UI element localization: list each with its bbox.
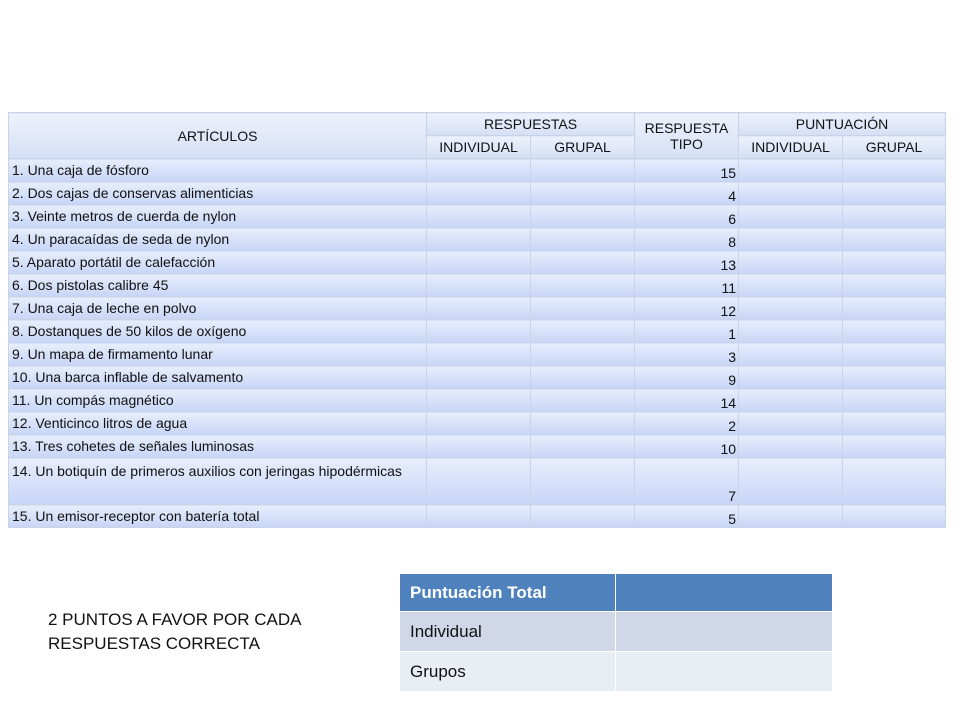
respuesta-grupal-cell[interactable] [531, 458, 635, 505]
puntuacion-grupal-cell[interactable] [843, 366, 946, 389]
puntuacion-individual-cell[interactable] [739, 435, 843, 458]
puntuacion-grupal-cell[interactable] [843, 412, 946, 435]
respuesta-grupal-cell[interactable] [531, 159, 635, 182]
puntuacion-individual-cell[interactable] [739, 159, 843, 182]
respuesta-grupal-cell[interactable] [531, 505, 635, 528]
puntuacion-individual-cell[interactable] [739, 274, 843, 297]
score-title-value [616, 574, 833, 612]
respuesta-grupal-cell[interactable] [531, 366, 635, 389]
respuesta-tipo-cell: 6 [635, 205, 739, 228]
respuesta-tipo-cell: 3 [635, 343, 739, 366]
puntuacion-grupal-cell[interactable] [843, 320, 946, 343]
item-cell: 8. Dostanques de 50 kilos de oxígeno [9, 320, 427, 343]
puntuacion-grupal-cell[interactable] [843, 182, 946, 205]
item-cell: 15. Un emisor-receptor con batería total [9, 505, 427, 528]
table-row [9, 159, 946, 182]
respuesta-grupal-cell[interactable] [531, 343, 635, 366]
table-row [9, 251, 946, 274]
respuesta-individual-cell[interactable] [427, 366, 531, 389]
respuesta-individual-cell[interactable] [427, 320, 531, 343]
table-row [9, 274, 946, 297]
respuesta-grupal-cell[interactable] [531, 389, 635, 412]
header-grupal-respuestas: GRUPAL [531, 136, 635, 159]
respuesta-individual-cell[interactable] [427, 182, 531, 205]
respuesta-individual-cell[interactable] [427, 458, 531, 505]
puntuacion-grupal-cell[interactable] [843, 343, 946, 366]
item-cell: 5. Aparato portátil de calefacción [9, 251, 427, 274]
table-row [9, 228, 946, 251]
puntuacion-individual-cell[interactable] [739, 412, 843, 435]
table-row [9, 205, 946, 228]
puntuacion-individual-cell[interactable] [739, 366, 843, 389]
header-individual-respuestas: INDIVIDUAL [427, 136, 531, 159]
puntuacion-grupal-cell[interactable] [843, 159, 946, 182]
score-grupos-value[interactable] [616, 652, 833, 692]
puntuacion-grupal-cell[interactable] [843, 205, 946, 228]
item-cell: 6. Dos pistolas calibre 45 [9, 274, 427, 297]
header-respuestas: RESPUESTAS [427, 113, 635, 136]
item-cell: 3. Veinte metros de cuerda de nylon [9, 205, 427, 228]
score-grupos-label: Grupos [400, 652, 616, 692]
total-score-table [399, 573, 833, 692]
respuesta-tipo-cell: 11 [635, 274, 739, 297]
puntuacion-grupal-cell[interactable] [843, 251, 946, 274]
item-cell: 2. Dos cajas de conservas alimenticias [9, 182, 427, 205]
puntuacion-individual-cell[interactable] [739, 205, 843, 228]
table-row [9, 505, 946, 528]
respuesta-grupal-cell[interactable] [531, 435, 635, 458]
respuesta-grupal-cell[interactable] [531, 205, 635, 228]
respuesta-grupal-cell[interactable] [531, 297, 635, 320]
respuesta-tipo-cell: 1 [635, 320, 739, 343]
puntuacion-individual-cell[interactable] [739, 389, 843, 412]
respuesta-tipo-cell: 15 [635, 159, 739, 182]
item-cell: 10. Una barca inflable de salvamento [9, 366, 427, 389]
respuesta-individual-cell[interactable] [427, 505, 531, 528]
item-cell: 4. Un paracaídas de seda de nylon [9, 228, 427, 251]
table-row [9, 320, 946, 343]
respuesta-tipo-cell: 2 [635, 412, 739, 435]
respuesta-grupal-cell[interactable] [531, 182, 635, 205]
scoring-note-line-2: RESPUESTAS CORRECTA [48, 634, 260, 653]
puntuacion-grupal-cell[interactable] [843, 505, 946, 528]
score-individual-label: Individual [400, 612, 616, 652]
respuesta-individual-cell[interactable] [427, 435, 531, 458]
puntuacion-grupal-cell[interactable] [843, 389, 946, 412]
puntuacion-individual-cell[interactable] [739, 182, 843, 205]
table-row [9, 435, 946, 458]
puntuacion-individual-cell[interactable] [739, 228, 843, 251]
respuesta-tipo-cell: 9 [635, 366, 739, 389]
respuesta-individual-cell[interactable] [427, 412, 531, 435]
respuesta-tipo-cell: 12 [635, 297, 739, 320]
score-title: Puntuación Total [400, 574, 616, 612]
scoring-note [48, 608, 378, 656]
header-grupal-puntuacion: GRUPAL [843, 136, 946, 159]
item-cell: 12. Venticinco litros de agua [9, 412, 427, 435]
item-cell: 14. Un botiquín de primeros auxilios con jeringas hipodérmicas [9, 458, 427, 505]
table-row [9, 389, 946, 412]
respuesta-individual-cell[interactable] [427, 297, 531, 320]
score-individual-value[interactable] [616, 612, 833, 652]
puntuacion-individual-cell[interactable] [739, 297, 843, 320]
item-cell: 9. Un mapa de firmamento lunar [9, 343, 427, 366]
table-row [9, 182, 946, 205]
respuesta-tipo-cell: 8 [635, 228, 739, 251]
table-row [9, 343, 946, 366]
puntuacion-grupal-cell[interactable] [843, 274, 946, 297]
puntuacion-individual-cell[interactable] [739, 343, 843, 366]
item-cell: 7. Una caja de leche en polvo [9, 297, 427, 320]
header-articulos: ARTÍCULOS [9, 113, 427, 159]
respuesta-grupal-cell[interactable] [531, 228, 635, 251]
item-cell: 1. Una caja de fósforo [9, 159, 427, 182]
respuesta-grupal-cell[interactable] [531, 412, 635, 435]
answers-table [8, 112, 946, 528]
respuesta-tipo-cell: 7 [635, 458, 739, 505]
respuesta-tipo-cell: 4 [635, 182, 739, 205]
puntuacion-individual-cell[interactable] [739, 505, 843, 528]
table-row [9, 412, 946, 435]
table-row [9, 297, 946, 320]
respuesta-tipo-cell: 14 [635, 389, 739, 412]
respuesta-individual-cell[interactable] [427, 228, 531, 251]
item-cell: 13. Tres cohetes de señales luminosas [9, 435, 427, 458]
respuesta-individual-cell[interactable] [427, 274, 531, 297]
item-cell: 11. Un compás magnético [9, 389, 427, 412]
respuesta-individual-cell[interactable] [427, 159, 531, 182]
table-row [9, 366, 946, 389]
respuesta-tipo-cell: 13 [635, 251, 739, 274]
respuesta-tipo-cell: 10 [635, 435, 739, 458]
puntuacion-grupal-cell[interactable] [843, 458, 946, 505]
puntuacion-individual-cell[interactable] [739, 458, 843, 505]
respuesta-tipo-cell: 5 [635, 505, 739, 528]
scoring-note-line-1: 2 PUNTOS A FAVOR POR CADA [48, 610, 302, 629]
header-respuesta-tipo: RESPUESTA TIPO [635, 113, 739, 159]
table-row [9, 458, 946, 505]
puntuacion-individual-cell[interactable] [739, 320, 843, 343]
respuesta-grupal-cell[interactable] [531, 274, 635, 297]
header-puntuacion: PUNTUACIÓN [739, 113, 946, 136]
puntuacion-grupal-cell[interactable] [843, 297, 946, 320]
respuesta-individual-cell[interactable] [427, 205, 531, 228]
respuesta-grupal-cell[interactable] [531, 251, 635, 274]
puntuacion-grupal-cell[interactable] [843, 228, 946, 251]
respuesta-individual-cell[interactable] [427, 343, 531, 366]
header-individual-puntuacion: INDIVIDUAL [739, 136, 843, 159]
respuesta-individual-cell[interactable] [427, 389, 531, 412]
puntuacion-grupal-cell[interactable] [843, 435, 946, 458]
puntuacion-individual-cell[interactable] [739, 251, 843, 274]
respuesta-grupal-cell[interactable] [531, 320, 635, 343]
respuesta-individual-cell[interactable] [427, 251, 531, 274]
